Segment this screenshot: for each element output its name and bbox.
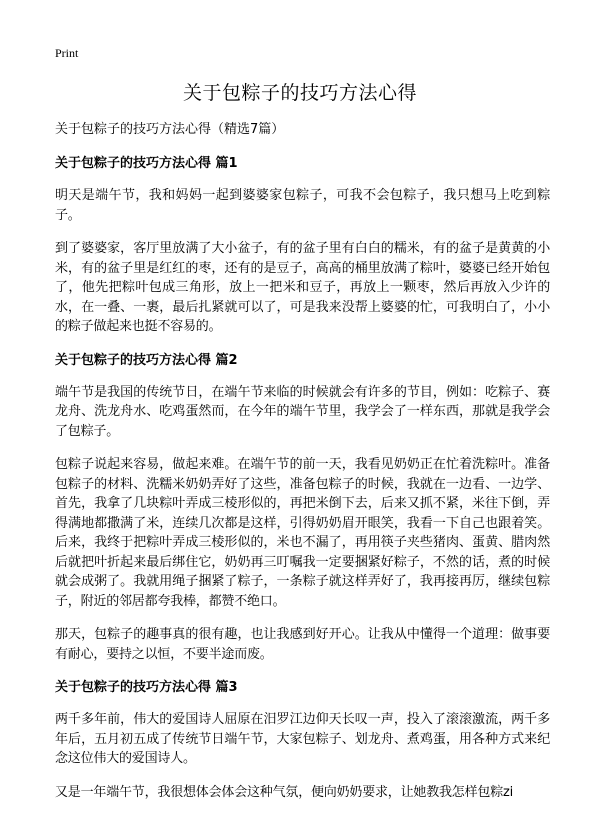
- section-2: [55, 351, 550, 665]
- document-subtitle: 关于包粽子的技巧方法心得（精选7篇）: [55, 122, 285, 137]
- document-body: [55, 120, 550, 816]
- paragraph: 包粽子说起来容易，做起来难。在端午节的前一天，我看见奶奶正在忙着洗粽叶。准备包粽子的材料、洗糯米奶奶弄好了这些，准备包粽子的时候，我就在一边看、一边学、首先，我拿了几块粽叶弄成三棱形似的，再把米倒下去，后来又抓不紧，米往下倒，弄得满地都撒满了米，连续几次都是这样，引得奶奶眉开眼笑，我看一下自己也跟着笑。后来，我终于把粽叶弄成三棱形似的，米也不漏了，再用筷子夹些猪肉、蛋黄、腊肉然后就把叶折起来最后绑住它，奶奶再三叮嘱我一定要捆紧好粽子，不然的话，煮的时候就会成粥了。我就用绳子捆紧了粽子，一条粽子就这样弄好了，我再接再厉，继续包粽子，附近的邻居都夸我棒，都赞不绝口。: [55, 457, 550, 609]
- paragraph: 又是一年端午节，我很想体会体会这种气氛，便向奶奶要求，让她教我怎样包粽zi: [55, 784, 514, 800]
- section-heading: 关于包粽子的技巧方法心得 篇3: [55, 680, 238, 695]
- paragraph: 明天是端午节，我和妈妈一起到婆婆家包粽子，可我不会包粽子，我只想马上吃到粽子。: [55, 188, 550, 223]
- print-label: Print: [55, 46, 79, 60]
- paragraph: 两千多年前，伟大的爱国诗人屈原在汨罗江边仰天长叹一声，投入了滚滚激流，两千多年后，五月初五成了传统节日端午节，大家包粽子、划龙舟、煮鸡蛋，用各种方式来纪念这位伟大的爱国诗人。: [55, 712, 550, 766]
- paragraph: 那天，包粽子的趣事真的很有趣，也让我感到好开心。让我从中懂得一个道理：做事要有耐心，要持之以恒，不要半途而废。: [55, 627, 550, 662]
- section-heading: 关于包粽子的技巧方法心得 篇2: [55, 352, 238, 368]
- section-1: [55, 154, 550, 337]
- document-title: 关于包粽子的技巧方法心得: [182, 82, 417, 104]
- section-heading: 关于包粽子的技巧方法心得 篇1: [55, 156, 238, 171]
- paragraph: 端午节是我国的传统节日，在端午节来临的时候就会有许多的节目，例如：吃粽子、赛龙舟、洗龙舟水、吃鸡蛋然而，在今年的端午节里，我学会了一样东西，那就是我学会了包粽子。: [55, 384, 550, 439]
- paragraph: 到了婆婆家，客厅里放满了大小盆子，有的盆子里有白白的糯米，有的盆子是黄黄的小米，有的盆子里是红红的枣，还有的是豆子，高高的桶里放满了粽叶，婆婆已经开始包了，他先把粽叶包成三角形，放上一把米和豆子，再放上一颗枣，然后再放入少许的水，在一叠、一裹，最后扎紧就可以了，可是我来没帮上婆婆的忙，可我明白了，小小的粽子做起来也挺不容易的。: [55, 241, 550, 334]
- section-3: [55, 678, 550, 802]
